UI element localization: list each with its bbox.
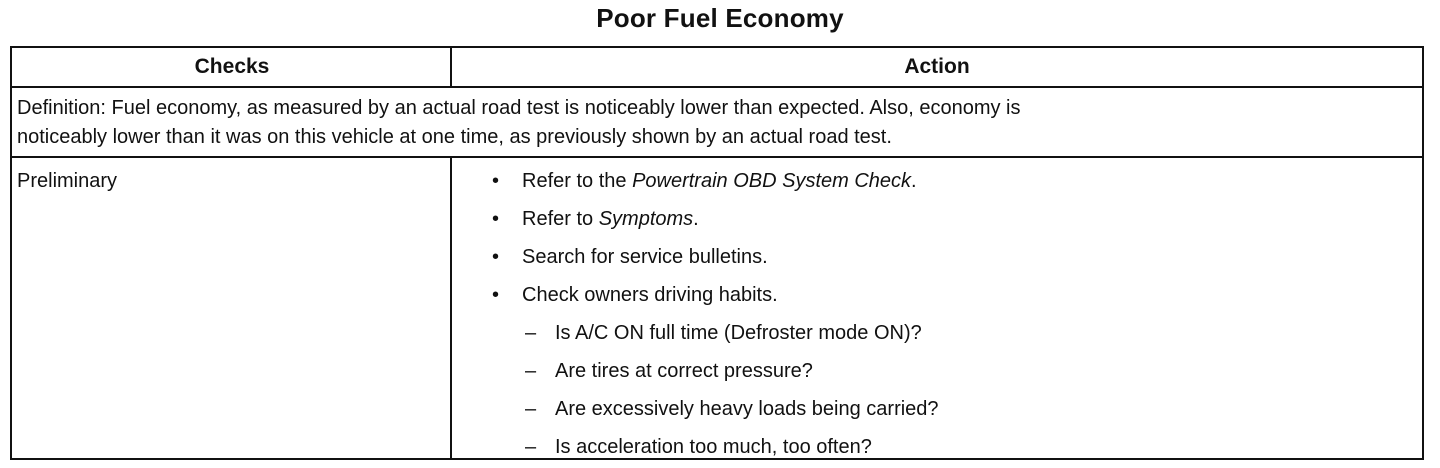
action-text: Refer to the [522,170,633,192]
action-column-header: Action [904,55,970,78]
definition-row [12,88,1422,158]
bullet-icon: • [492,170,500,192]
action-text: Refer to [522,208,599,230]
sub-action-item [525,434,872,460]
sub-action-item [525,358,813,384]
check-cell: Preliminary [17,170,118,192]
action-text: Check owners driving habits. [522,284,778,306]
bullet-icon: • [492,284,500,306]
sub-action-text: Is acceleration too much, too often? [555,436,872,458]
bullet-icon: • [492,208,500,230]
column-divider [450,158,452,458]
definition-line: noticeably lower than it was on this vehicle at one time, as previously shown by an actual road test. [17,126,892,148]
action-item [492,206,699,232]
definition-line: Definition: Fuel economy, as measured by an actual road test is noticeably lower than expected. Also, economy is [17,97,1021,119]
sub-action-text: Is A/C ON full time (Defroster mode ON)? [555,322,922,344]
action-text: Search for service bulletins. [522,246,768,268]
definition-text [17,94,1307,152]
sub-action-item [525,320,922,346]
action-reference: Powertrain OBD System Check [632,170,912,192]
sub-action-text: Are tires at correct pressure? [555,360,813,382]
action-reference: Symptoms [598,208,694,230]
action-item [492,168,917,194]
table-header-row [12,48,1422,88]
dash-icon: – [525,360,537,382]
sub-action-text: Are excessively heavy loads being carried? [555,398,939,420]
action-punctuation: . [693,208,699,230]
action-item [492,282,778,308]
sub-action-item [525,396,939,422]
troubleshooting-table [10,46,1424,460]
dash-icon: – [525,436,537,458]
checks-column-header: Checks [194,55,270,78]
table-row [12,158,1422,458]
dash-icon: – [525,398,537,420]
action-item [492,244,768,270]
dash-icon: – [525,322,537,344]
document-title: Poor Fuel Economy [596,3,844,33]
action-punctuation: . [911,170,917,192]
bullet-icon: • [492,246,500,268]
